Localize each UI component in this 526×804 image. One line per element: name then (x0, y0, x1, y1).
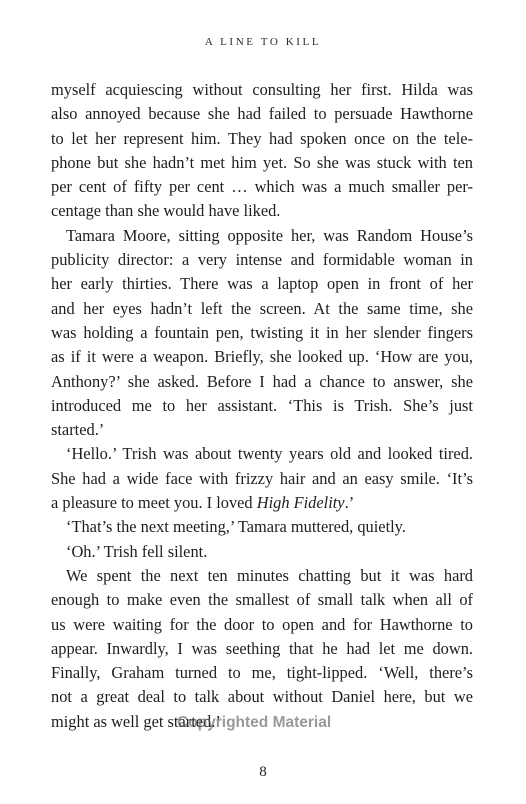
body-text (51, 78, 473, 734)
text-line (51, 710, 473, 734)
text-line: her early thirties. There was a laptop open in front of her (51, 274, 473, 294)
text-line: was holding a fountain pen, twisting it in her slender fingers (51, 322, 473, 342)
text-line (51, 491, 473, 515)
running-head: A LINE TO KILL (204, 36, 322, 48)
text-line: She had a wide face with frizzy hair and an easy smile. ‘It’s (51, 468, 473, 488)
paragraph-start-line: ‘That’s the next meeting,’ Tamara muttered, quietly. (66, 517, 406, 537)
text-line: to let her represent him. They had spoken once on the tele- (51, 128, 473, 148)
text-line: publicity director: a very intense and formidable woman in (51, 250, 473, 270)
text-segment: .’ (344, 493, 355, 513)
text-line: also annoyed because she had failed to persuade Hawthorne (51, 104, 473, 124)
paragraph-start-line: We spent the next ten minutes chatting but it was hard (66, 565, 473, 585)
text-segment: a pleasure to meet you. I loved (51, 493, 257, 513)
text-line: myself acquiescing without consulting her first. Hilda was (51, 80, 473, 99)
page-number: 8 (259, 764, 267, 780)
text-line: us were waiting for the door to open and for Hawthorne to (51, 614, 473, 634)
paragraph-start-line: ‘Hello.’ Trish was about twenty years old and looked tired. (66, 444, 473, 464)
text-line: started.’ (51, 420, 105, 440)
text-line: not a great deal to talk about without Daniel here, but we (51, 687, 473, 707)
text-line: phone but she hadn’t met him yet. So she was stuck with ten (51, 152, 473, 172)
book-title-italic: High Fidelity (256, 493, 345, 513)
paragraph-start-line: ‘Oh.’ Trish fell silent. (66, 541, 208, 561)
paragraph-start-line: Tamara Moore, sitting opposite her, was Random House’s (66, 225, 473, 245)
text-line: and her eyes hadn’t left the screen. At the same time, she (51, 298, 473, 318)
text-line: per cent of fifty per cent … which was a much smaller per- (51, 177, 473, 197)
text-line: enough to make even the smallest of small talk when all of (51, 590, 473, 610)
text-line: introduced me to her assistant. ‘This is Trish. She’s just (51, 395, 473, 415)
text-line: Anthony?’ she asked. Before I had a chance to answer, she (51, 371, 473, 391)
text-line: Finally, Graham turned to me, tight-lipped. ‘Well, there’s (51, 663, 473, 683)
text-line: centage than she would have liked. (51, 201, 281, 221)
text-segment: might as well get started.’ (51, 711, 221, 731)
text-line: as if it were a weapon. Briefly, she looked up. ‘How are you, (51, 347, 473, 367)
copyright-watermark: Copyrighted Material (177, 713, 332, 731)
text-line: appear. Inwardly, I was seething that he had let me down. (51, 638, 473, 658)
